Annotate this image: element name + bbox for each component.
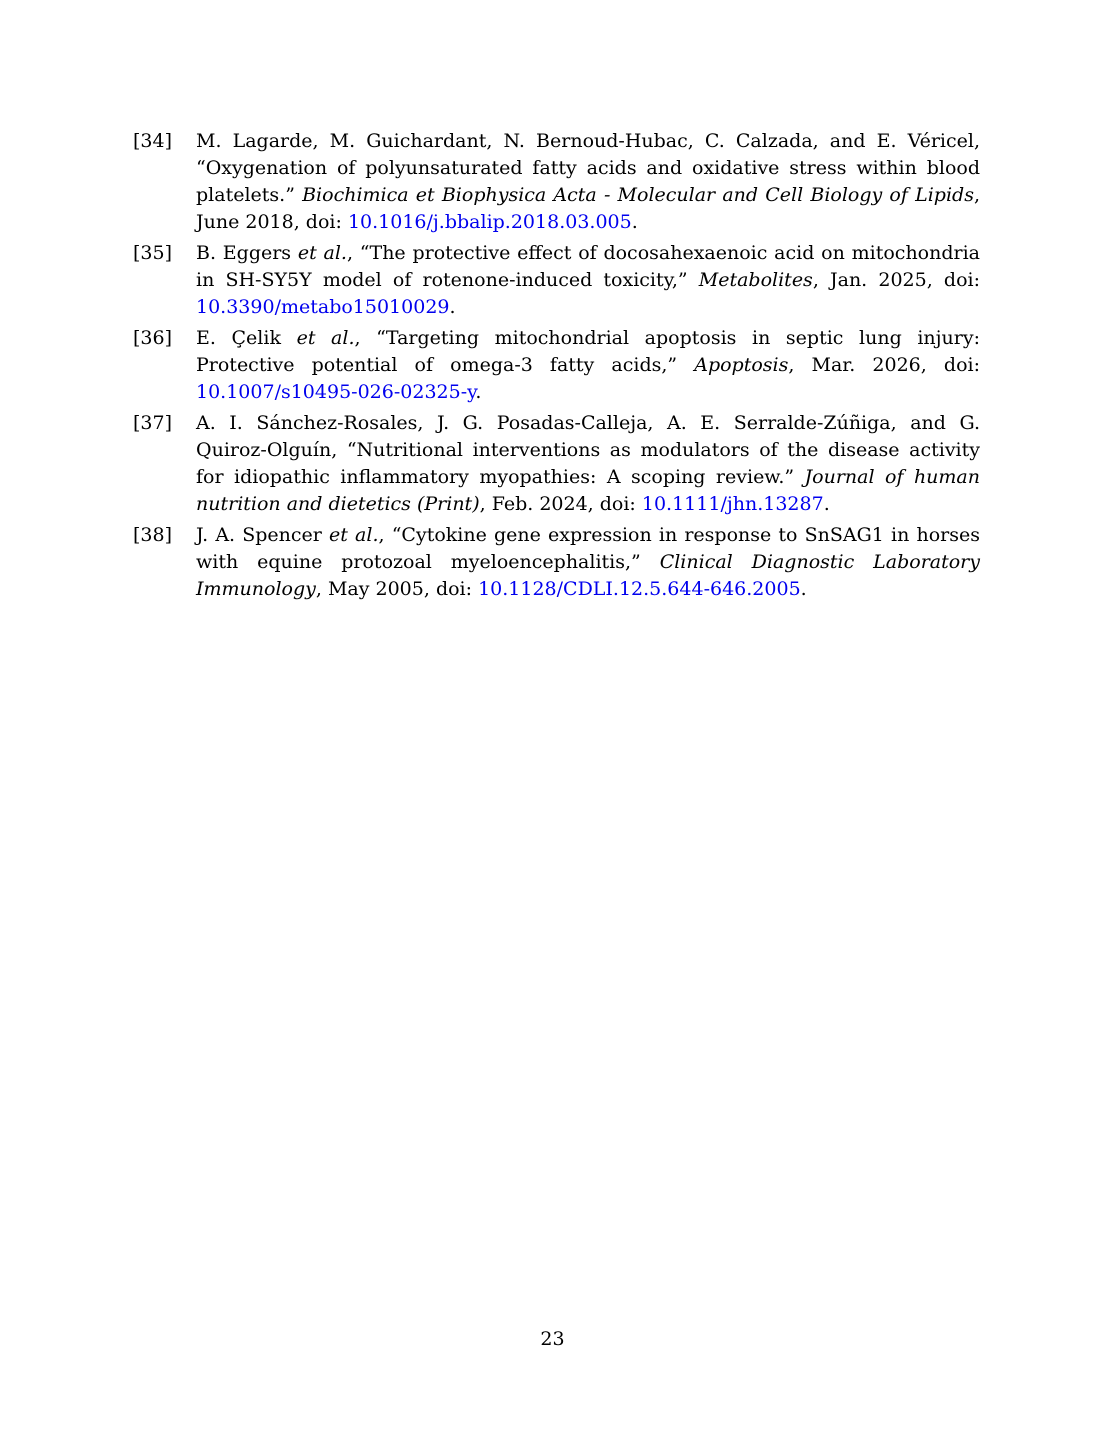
reference-label: [35] (133, 242, 173, 264)
reference-entry (133, 410, 980, 518)
reference-text-segment: M. Lagarde, M. Guichardant, N. Bernoud-Hubac, C. Calzada, and E. Véricel, “Oxygenation of polyunsaturated fatty acids and oxidative stress within blood platelets.” (196, 130, 980, 206)
reference-text-segment: . (475, 381, 482, 403)
doi-link[interactable]: 10.1007/s10495-026-02325-y (196, 381, 476, 403)
reference-text-segment: . (800, 578, 807, 600)
reference-text-segment: , Feb. 2024, doi: (479, 493, 642, 515)
reference-entry (133, 325, 980, 406)
journal-name: Biochimica et Biophysica Acta - Molecular and Cell Biology of Lipids (302, 184, 974, 206)
journal-name: Clinical Diagnostic Laboratory Immunology (196, 551, 981, 600)
reference-text (196, 410, 980, 518)
reference-label: [34] (133, 130, 173, 152)
reference-entry (133, 128, 980, 236)
journal-name: Journal of human nutrition and dietetics (Print) (196, 466, 980, 515)
reference-text-segment: . (823, 493, 830, 515)
reference-text (196, 128, 980, 236)
reference-entry (133, 522, 980, 603)
reference-text-segment: , May 2005, doi: (315, 578, 479, 600)
doi-link[interactable]: 10.1111/jhn.13287 (641, 493, 824, 515)
doi-link[interactable]: 10.1128/CDLI.12.5.644-646.2005 (478, 578, 801, 600)
reference-text-segment: J. A. Spencer (196, 524, 330, 546)
reference-text-segment: , “The protective effect of docosahexaenoic acid on mitochondria in SH-SY5Y model of rotenone-induced toxicity,” (196, 242, 981, 291)
reference-text-segment: E. Çelik (196, 327, 297, 349)
reference-text-segment: , Jan. 2025, doi: (812, 269, 981, 291)
journal-name: et al. (329, 524, 379, 546)
reference-text-segment: , “Cytokine gene expression in response to SnSAG1 in horses with equine protozoal myeloencephalitis,” (196, 524, 980, 573)
reference-text (196, 522, 980, 603)
doi-link[interactable]: 10.3390/metabo15010029 (196, 296, 450, 318)
reference-text (196, 325, 980, 406)
doi-link[interactable]: 10.1016/j.bbalip.2018.03.005 (347, 211, 632, 233)
journal-name: Metabolites (698, 269, 813, 291)
reference-text-segment: . (631, 211, 638, 233)
reference-label: [37] (133, 412, 173, 434)
reference-text-segment: , June 2018, doi: (196, 184, 980, 233)
reference-text-segment: . (449, 296, 456, 318)
reference-text-segment: , Mar. 2026, doi: (788, 354, 980, 376)
reference-text-segment: B. Eggers (196, 242, 298, 264)
reference-text (196, 240, 980, 321)
journal-name: et al. (296, 327, 355, 349)
reference-label: [38] (133, 524, 173, 546)
reference-text-segment: , “Targeting mitochondrial apoptosis in septic lung injury: Protective potential of omega-3 fatty acids,” (196, 327, 981, 376)
reference-list (133, 128, 980, 603)
reference-text-segment: A. I. Sánchez-Rosales, J. G. Posadas-Calleja, A. E. Serralde-Zúñiga, and G. Quiroz-Olguín, “Nutritional interventions as modulators of the disease activity for idiopathic inflammatory myopathies: A scoping review.” (196, 412, 980, 488)
page-number: 23 (540, 1328, 565, 1350)
journal-name: et al. (297, 242, 347, 264)
reference-label: [36] (133, 327, 173, 349)
journal-name: Apoptosis (694, 354, 789, 376)
reference-entry (133, 240, 980, 321)
